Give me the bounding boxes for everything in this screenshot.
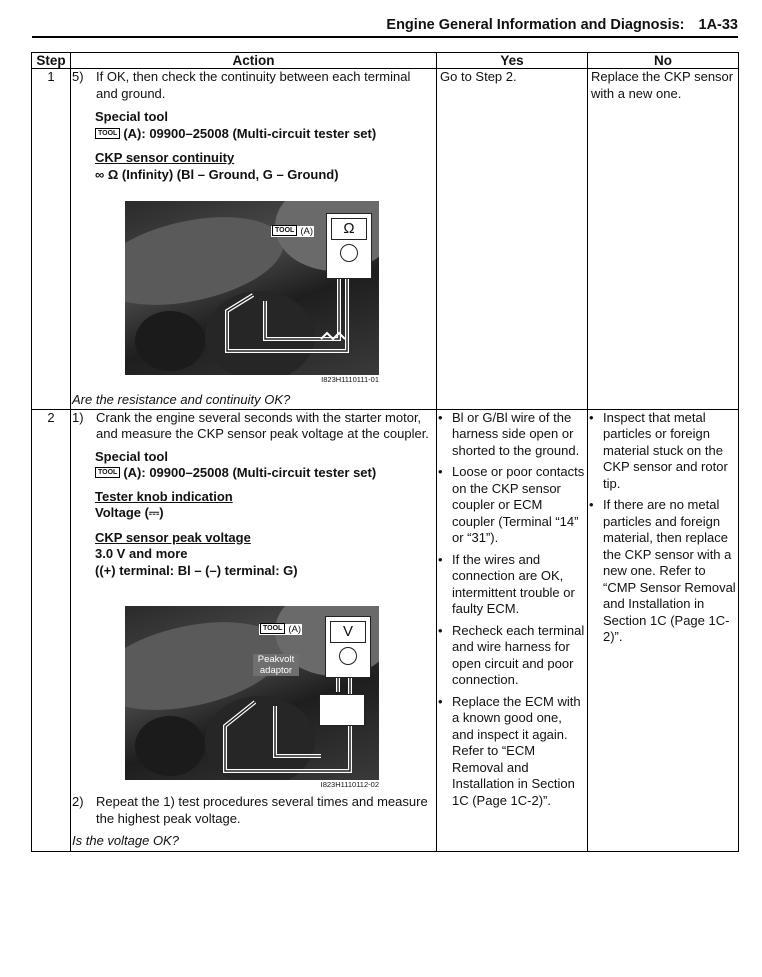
step-2-no-list <box>588 410 738 646</box>
list-item: • If the wires and connection are OK, intermittent trouble or faulty ECM. <box>437 552 587 618</box>
step-1-figure-code: I823H1110111-01 <box>321 375 379 384</box>
list-item-text: Inspect that metal particles or foreign material stuck on the CKP sensor and rotor tip. <box>603 409 728 491</box>
tool-ref: (A) <box>300 226 313 238</box>
multimeter-icon <box>326 213 372 279</box>
meter-knob-icon <box>340 244 358 262</box>
tester-knob-heading: Tester knob indication <box>95 488 233 504</box>
special-tool-line <box>95 126 436 143</box>
special-tool-heading: Special tool <box>95 448 168 464</box>
step-2-figure <box>125 606 379 780</box>
tool-icon: TOOL <box>260 623 285 634</box>
list-item: • If there are no metal particles and foreign material, then replace the CKP sensor with a new one. Refer to “CMP Sensor Removal and Installation in Section 1C (Page 1C-2)”. <box>588 497 738 646</box>
col-step-header: Step <box>32 53 71 69</box>
step-2-no <box>588 409 739 851</box>
peakvolt-adaptor-label: Peakvolt adaptor <box>253 654 299 676</box>
list-item-text: If there are no metal particles and foreign material, then replace the CKP sensor with a new one. Refer to “CMP Sensor Removal and Installation in Section 1C (Page 1C-2)”. <box>603 497 736 644</box>
col-no-header: No <box>588 53 739 69</box>
step-2-yes <box>437 409 588 851</box>
step-2-item-2 <box>71 794 436 827</box>
peakvolt-adaptor-box <box>319 694 365 726</box>
step-2-tool-label <box>259 624 302 635</box>
peak-voltage-heading: CKP sensor peak voltage <box>95 529 251 545</box>
peak-voltage-value: 3.0 V and more <box>95 546 188 561</box>
terminal-value: ((+) terminal: Bl – (–) terminal: G) <box>95 562 298 578</box>
ckp-continuity-heading: CKP sensor continuity <box>95 150 235 165</box>
step-2-item-1-text: Crank the engine several seconds with the starter motor, and measure the CKP sensor peak voltage at the coupler. <box>96 409 429 441</box>
meter-knob-icon <box>339 647 357 665</box>
step-2-figure-code: I823H1110112-02 <box>320 780 379 789</box>
step-2-yes-list <box>437 410 587 810</box>
step-2-question: Is the voltage OK? <box>72 833 179 848</box>
list-item: • Recheck each terminal and wire harness for open circuit and poor connection. <box>437 623 587 689</box>
step-2-item-2-number: 2) <box>72 794 84 809</box>
page-number: 1A-33 <box>698 17 738 33</box>
table-header-row <box>32 53 739 69</box>
tester-knob-value: Voltage (⎓) <box>95 505 164 520</box>
step-2-number: 2 <box>32 409 71 851</box>
meter-display: Ω <box>331 218 367 240</box>
page-header <box>32 14 738 38</box>
step-2-item-2-text: Repeat the 1) test procedures several times and measure the highest peak voltage. <box>96 794 428 826</box>
step-2-item-1-number: 1) <box>72 409 84 425</box>
ckp-continuity-value: ∞ Ω (Infinity) (Bl – Ground, G – Ground) <box>95 166 339 182</box>
tool-icon: TOOL <box>95 467 120 478</box>
step-1-question: Are the resistance and continuity OK? <box>72 392 291 407</box>
list-item-text: Bl or G/Bl wire of the harness side open or shorted to the ground. <box>452 409 580 458</box>
list-item: • Bl or G/Bl wire of the harness side open or shorted to the ground. <box>437 410 587 460</box>
col-action-header: Action <box>71 53 437 69</box>
table-row-step-2 <box>32 409 739 851</box>
tool-icon: TOOL <box>272 225 297 236</box>
special-tool-heading: Special tool <box>95 109 168 124</box>
col-yes-header: Yes <box>437 53 588 69</box>
list-item-text: Replace the ECM with a known good one, and inspect it again. Refer to “ECM Removal and Installation in Section 1C (Page 1C-2)”. <box>452 693 581 808</box>
tool-ref: (A) <box>288 624 301 636</box>
table-row-step-1 <box>32 69 739 410</box>
step-2-item-1 <box>71 410 436 443</box>
step-1-number: 1 <box>32 69 71 410</box>
list-item-text: Loose or poor contacts on the CKP sensor coupler or ECM coupler (Terminal “14” or “31”). <box>452 464 585 545</box>
special-tool-line <box>95 465 436 482</box>
special-tool-text: (A): 09900–25008 (Multi-circuit tester set) <box>123 125 377 141</box>
step-1-no: Replace the CKP sensor with a new one. <box>588 69 739 410</box>
step-1-action <box>71 69 437 410</box>
step-1-item <box>71 69 436 102</box>
step-1-figure <box>125 201 379 375</box>
list-item-text: If the wires and connection are OK, intermittent trouble or faulty ECM. <box>452 551 575 616</box>
tool-icon: TOOL <box>95 128 120 139</box>
list-item: • Replace the ECM with a known good one, and inspect it again. Refer to “ECM Removal and Installation in Section 1C (Page 1C-2)”. <box>437 694 587 810</box>
list-item: • Inspect that metal particles or foreign material stuck on the CKP sensor and rotor tip. <box>588 410 738 493</box>
diagnosis-table <box>31 52 739 852</box>
multimeter-icon <box>325 616 371 678</box>
special-tool-text: (A): 09900–25008 (Multi-circuit tester set) <box>123 465 377 480</box>
step-1-item-text: If OK, then check the continuity between each terminal and ground. <box>96 69 411 101</box>
step-1-tool-label <box>271 226 314 237</box>
section-title: Engine General Information and Diagnosis: <box>386 17 685 33</box>
list-item: • Loose or poor contacts on the CKP sensor coupler or ECM coupler (Terminal “14” or “31”). <box>437 464 587 547</box>
step-2-action <box>71 409 437 851</box>
list-item-text: Recheck each terminal and wire harness for open circuit and poor connection. <box>452 622 585 687</box>
step-1-item-number: 5) <box>72 69 84 84</box>
meter-display: V <box>330 621 366 643</box>
step-1-yes: Go to Step 2. <box>437 69 588 410</box>
